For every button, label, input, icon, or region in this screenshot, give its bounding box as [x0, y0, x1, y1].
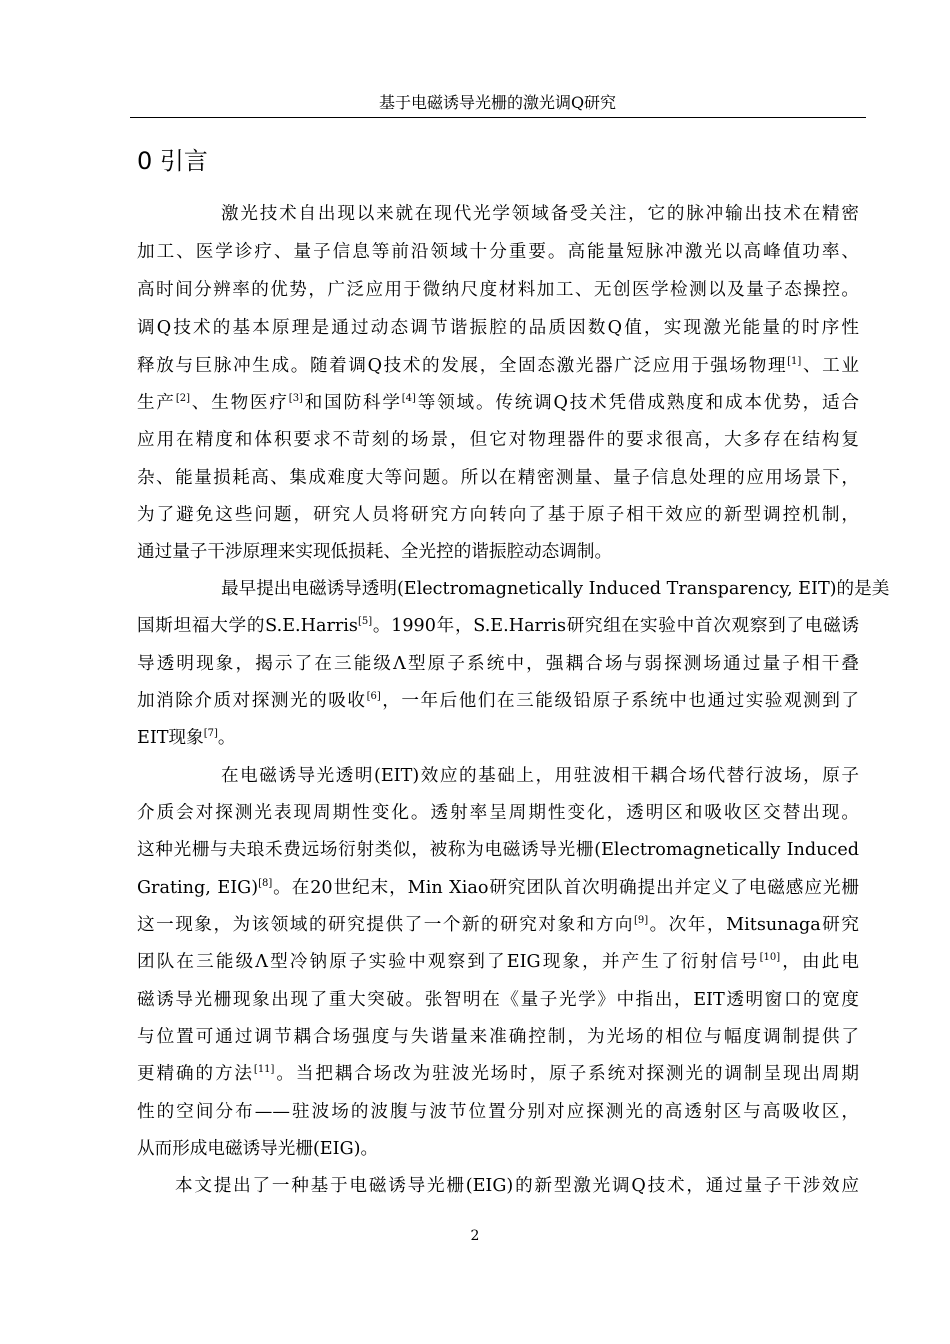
citation: [5]: [357, 616, 373, 627]
text-line: 高时间分辨率的优势，广泛应用于微纳尺度材料加工、无创医学检测以及量子态操控。: [137, 280, 859, 300]
text-line: 加工、医学诊疗、量子信息等前沿领域十分重要。高能量短脉冲激光以高峰值功率、: [137, 242, 859, 262]
header-rule: [130, 117, 866, 118]
text-line: 通过量子干涉原理来实现低损耗、全光控的谐振腔动态调制。: [137, 542, 613, 562]
text-line: 加消除介质对探测光的吸收[6]，一年后他们在三能级铅原子系统中也通过实验观测到了: [137, 691, 859, 711]
text-line: 从而形成电磁诱导光栅(EIG)。: [137, 1139, 379, 1159]
citation: [6]: [366, 691, 381, 702]
text-line: 为了避免这些问题，研究人员将研究方向转向了基于原子相干效应的新型调控机制，: [137, 505, 859, 525]
text-line: 介质会对探测光表现周期性变化。透射率呈周期性变化，透明区和吸收区交替出现。: [137, 803, 859, 823]
text-line: Grating, EIG)[8]。在20世纪末，Min Xiao研究团队首次明确提出并定义了电磁感应光栅: [137, 878, 859, 898]
text-line: 这一现象，为该领域的研究提供了一个新的研究对象和方向[9]。次年，Mitsunaga研究: [137, 915, 859, 935]
citation: [4]: [401, 393, 416, 404]
running-header: 基于电磁诱导光栅的激光调Q研究: [378, 93, 617, 112]
page-number: 2: [470, 1228, 480, 1244]
citation: [8]: [258, 878, 273, 889]
text-line: EIT现象[7]。: [137, 728, 236, 748]
text-line: 磁诱导光栅现象出现了重大突破。张智明在《量子光学》中指出，EIT透明窗口的宽度: [137, 990, 859, 1010]
text-line: 最早提出电磁诱导透明(Electromagnetically Induced Transparency, EIT)的是美: [221, 579, 890, 599]
text-line: 在电磁诱导光透明(EIT)效应的基础上，用驻波相干耦合场代替行波场，原子: [221, 766, 859, 786]
text-line: 与位置可通过调节耦合场强度与失谐量来准确控制，为光场的相位与幅度调制提供了: [137, 1027, 859, 1047]
text-line: 团队在三能级Λ型冷钠原子实验中观察到了EIG现象，并产生了衍射信号[10]，由此电: [137, 952, 859, 972]
text-line: 这种光栅与夫琅禾费远场衍射类似，被称为电磁诱导光栅(Electromagnetically Induced: [137, 840, 859, 860]
text-line: 释放与巨脉冲生成。随着调Q技术的发展，全固态激光器广泛应用于强场物理[1]、工业: [137, 356, 859, 376]
text-line: 调Q技术的基本原理是通过动态调节谐振腔的品质因数Q值，实现激光能量的时序性: [137, 318, 859, 338]
text-line: 激光技术自出现以来就在现代光学领域备受关注，它的脉冲输出技术在精密: [221, 204, 859, 224]
citation: [3]: [288, 393, 303, 404]
citation: [7]: [203, 728, 218, 739]
citation: [10]: [759, 952, 781, 963]
text-line: 本文提出了一种基于电磁诱导光栅(EIG)的新型激光调Q技术，通过量子干涉效应: [175, 1176, 859, 1196]
citation: [11]: [253, 1064, 275, 1075]
text-line: 应用在精度和体积要求不苛刻的场景，但它对物理器件的要求很高，大多存在结构复: [137, 430, 859, 450]
text-line: 导透明现象，揭示了在三能级Λ型原子系统中，强耦合场与弱探测场通过量子相干叠: [137, 654, 859, 674]
text-line: 杂、能量损耗高、集成难度大等问题。所以在精密测量、量子信息处理的应用场景下，: [137, 468, 859, 488]
text-line: 性的空间分布——驻波场的波腹与波节位置分别对应探测光的高透射区与高吸收区，: [137, 1102, 859, 1122]
text-line: 国斯坦福大学的S.E.Harris[5]。1990年，S.E.Harris研究组在实验中首次观察到了电磁诱: [137, 616, 860, 636]
text-line: 生产[2]、生物医疗[3]和国防科学[4]等领域。传统调Q技术凭借成熟度和成本优势，适合: [137, 393, 859, 413]
citation: [2]: [175, 393, 190, 404]
citation: [1]: [787, 356, 802, 367]
text-line: 更精确的方法[11]。当把耦合场改为驻波光场时，原子系统对探测光的调制呈现出周期: [137, 1064, 859, 1084]
section-title: 0 引言: [137, 147, 208, 175]
citation: [9]: [633, 915, 649, 926]
